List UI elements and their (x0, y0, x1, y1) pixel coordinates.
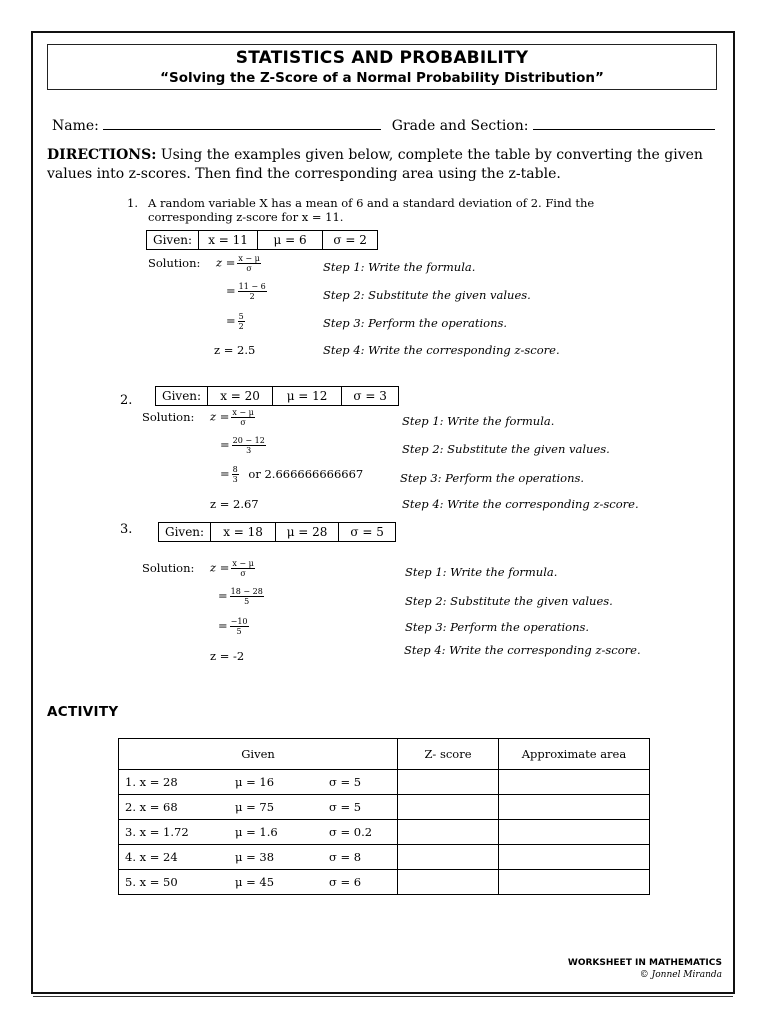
area-cell[interactable] (499, 770, 650, 795)
table-row (119, 770, 650, 795)
step-2: Step 2: Substitute the given values. (402, 442, 610, 456)
given-mu: μ = 28 (276, 523, 339, 542)
name-row (52, 117, 715, 134)
step-3: Step 3: Perform the operations. (323, 316, 508, 330)
directions-text: Using the examples given below, complete the table by converting the given values into z-scores. Then find the corresponding area using the z-table. (47, 147, 703, 182)
given-cell (119, 770, 398, 795)
row-x: 3. x = 1.72 (125, 825, 189, 839)
z-eq: z = (210, 560, 230, 575)
formula (210, 559, 255, 578)
given-x: x = 18 (211, 523, 276, 542)
row-x: 2. x = 68 (125, 800, 178, 814)
table-header-row (119, 739, 650, 770)
operation: = $\frac{-10}{5}$ (218, 617, 248, 636)
step-1: Step 1: Write the formula. (405, 565, 558, 579)
bottom-rule (33, 996, 733, 997)
fraction-numerator: x − μ (232, 408, 254, 417)
given-table (146, 230, 378, 250)
area-cell[interactable] (499, 845, 650, 870)
footer-author: © Jonnel Miranda (639, 970, 722, 980)
given-sigma: σ = 2 (323, 231, 378, 250)
given-cell (119, 870, 398, 895)
page-subtitle: “Solving the Z-Score of a Normal Probability Distribution” (160, 70, 604, 86)
fraction-denominator: 5 (244, 597, 250, 606)
given-sigma: σ = 3 (342, 387, 399, 406)
fraction-denominator: 2 (238, 322, 244, 331)
example-number: 1. (127, 196, 138, 210)
step-2: Step 2: Substitute the given values. (323, 288, 531, 302)
fraction-numerator: x − μ (238, 254, 260, 263)
grade-label: Grade and Section: (391, 118, 529, 134)
operation: = $\frac{5}{2}$ (226, 312, 244, 331)
row-x: 5. x = 50 (125, 875, 178, 889)
table-row (119, 795, 650, 820)
given-label: Given: (147, 231, 199, 250)
header-approx-area: Approximate area (499, 739, 650, 770)
area-cell[interactable] (499, 870, 650, 895)
example-problem: corresponding z-score for x = 11. (148, 210, 344, 224)
fraction-denominator: 5 (236, 627, 242, 636)
row-mu: μ = 75 (235, 800, 275, 814)
z-score-cell[interactable] (398, 845, 499, 870)
given-table (155, 386, 399, 406)
fraction-numerator: x − μ (232, 559, 254, 568)
activity-heading: ACTIVITY (47, 704, 119, 720)
directions (47, 146, 727, 184)
row-sigma: σ = 5 (329, 775, 362, 789)
solution-label: Solution: (142, 410, 195, 424)
formula (216, 254, 261, 273)
fraction-numerator: 5 (238, 312, 244, 321)
step-4: Step 4: Write the corresponding z-score. (404, 643, 641, 657)
name-label: Name: (52, 118, 99, 134)
given-table (158, 522, 396, 542)
fraction-numerator: 18 − 28 (230, 587, 263, 596)
solution-label: Solution: (148, 256, 201, 270)
example-number: 3. (120, 522, 133, 537)
row-sigma: σ = 5 (329, 800, 362, 814)
page-title: STATISTICS AND PROBABILITY (235, 48, 529, 68)
fraction-numerator: −10 (230, 617, 248, 626)
title-box (47, 44, 717, 90)
directions-label: DIRECTIONS: (47, 147, 157, 163)
row-mu: μ = 16 (235, 775, 275, 789)
given-sigma: σ = 5 (339, 523, 396, 542)
z-score-cell[interactable] (398, 820, 499, 845)
step-1: Step 1: Write the formula. (323, 260, 476, 274)
given-x: x = 11 (199, 231, 258, 250)
step-4: Step 4: Write the corresponding z-score. (323, 343, 560, 357)
result: z = 2.67 (210, 497, 259, 511)
header-given: Given (119, 739, 398, 770)
operation: = $\frac{8}{3}$ or 2.666666666667 (220, 465, 364, 484)
fraction-numerator: 11 − 6 (238, 282, 266, 291)
given-cell (119, 820, 398, 845)
formula (210, 408, 255, 427)
table-row (119, 870, 650, 895)
z-score-cell[interactable] (398, 870, 499, 895)
example-problem: A random variable X has a mean of 6 and a standard deviation of 2. Find the (148, 196, 595, 210)
fraction-denominator: σ (240, 569, 246, 578)
given-mu: μ = 12 (273, 387, 342, 406)
z-score-cell[interactable] (398, 770, 499, 795)
step-4: Step 4: Write the corresponding z-score. (402, 497, 639, 511)
fraction-numerator: 20 − 12 (232, 436, 265, 445)
row-mu: μ = 1.6 (235, 825, 278, 839)
step-3: Step 3: Perform the operations. (405, 620, 590, 634)
z-eq: z = (216, 255, 236, 270)
activity-table (118, 738, 650, 895)
row-sigma: σ = 6 (329, 875, 362, 889)
example-number: 2. (120, 393, 133, 408)
given-x: x = 20 (208, 387, 273, 406)
header-z-score: Z- score (398, 739, 499, 770)
area-cell[interactable] (499, 795, 650, 820)
footer-title: WORKSHEET IN MATHEMATICS (567, 958, 722, 968)
row-mu: μ = 45 (235, 875, 275, 889)
given-label: Given: (156, 387, 208, 406)
row-mu: μ = 38 (235, 850, 275, 864)
fraction-denominator: 3 (246, 446, 252, 455)
z-score-cell[interactable] (398, 795, 499, 820)
result: z = -2 (210, 649, 245, 663)
given-mu: μ = 6 (258, 231, 323, 250)
row-sigma: σ = 0.2 (329, 825, 373, 839)
given-label: Given: (159, 523, 211, 542)
fraction-denominator: 3 (232, 475, 238, 484)
decimal-value: or 2.666666666667 (248, 466, 364, 481)
step-1: Step 1: Write the formula. (402, 414, 555, 428)
substitution: = $\frac{11 - 6}{2}$ (226, 282, 266, 301)
fraction-denominator: σ (246, 264, 252, 273)
step-3: Step 3: Perform the operations. (400, 471, 585, 485)
name-blank[interactable] (103, 117, 381, 130)
result: z = 2.5 (214, 343, 256, 357)
row-x: 4. x = 24 (125, 850, 178, 864)
fraction-denominator: 2 (249, 292, 255, 301)
row-x: 1. x = 28 (125, 775, 178, 789)
given-cell (119, 795, 398, 820)
grade-blank[interactable] (533, 117, 715, 130)
table-row (119, 845, 650, 870)
z-eq: z = (210, 409, 230, 424)
substitution: = $\frac{20 - 12}{3}$ (220, 436, 265, 455)
row-sigma: σ = 8 (329, 850, 362, 864)
area-cell[interactable] (499, 820, 650, 845)
step-2: Step 2: Substitute the given values. (405, 594, 613, 608)
substitution: = $\frac{18 - 28}{5}$ (218, 587, 263, 606)
fraction-numerator: 8 (232, 465, 238, 474)
table-row (119, 820, 650, 845)
given-cell (119, 845, 398, 870)
solution-label: Solution: (142, 561, 195, 575)
fraction-denominator: σ (240, 418, 246, 427)
